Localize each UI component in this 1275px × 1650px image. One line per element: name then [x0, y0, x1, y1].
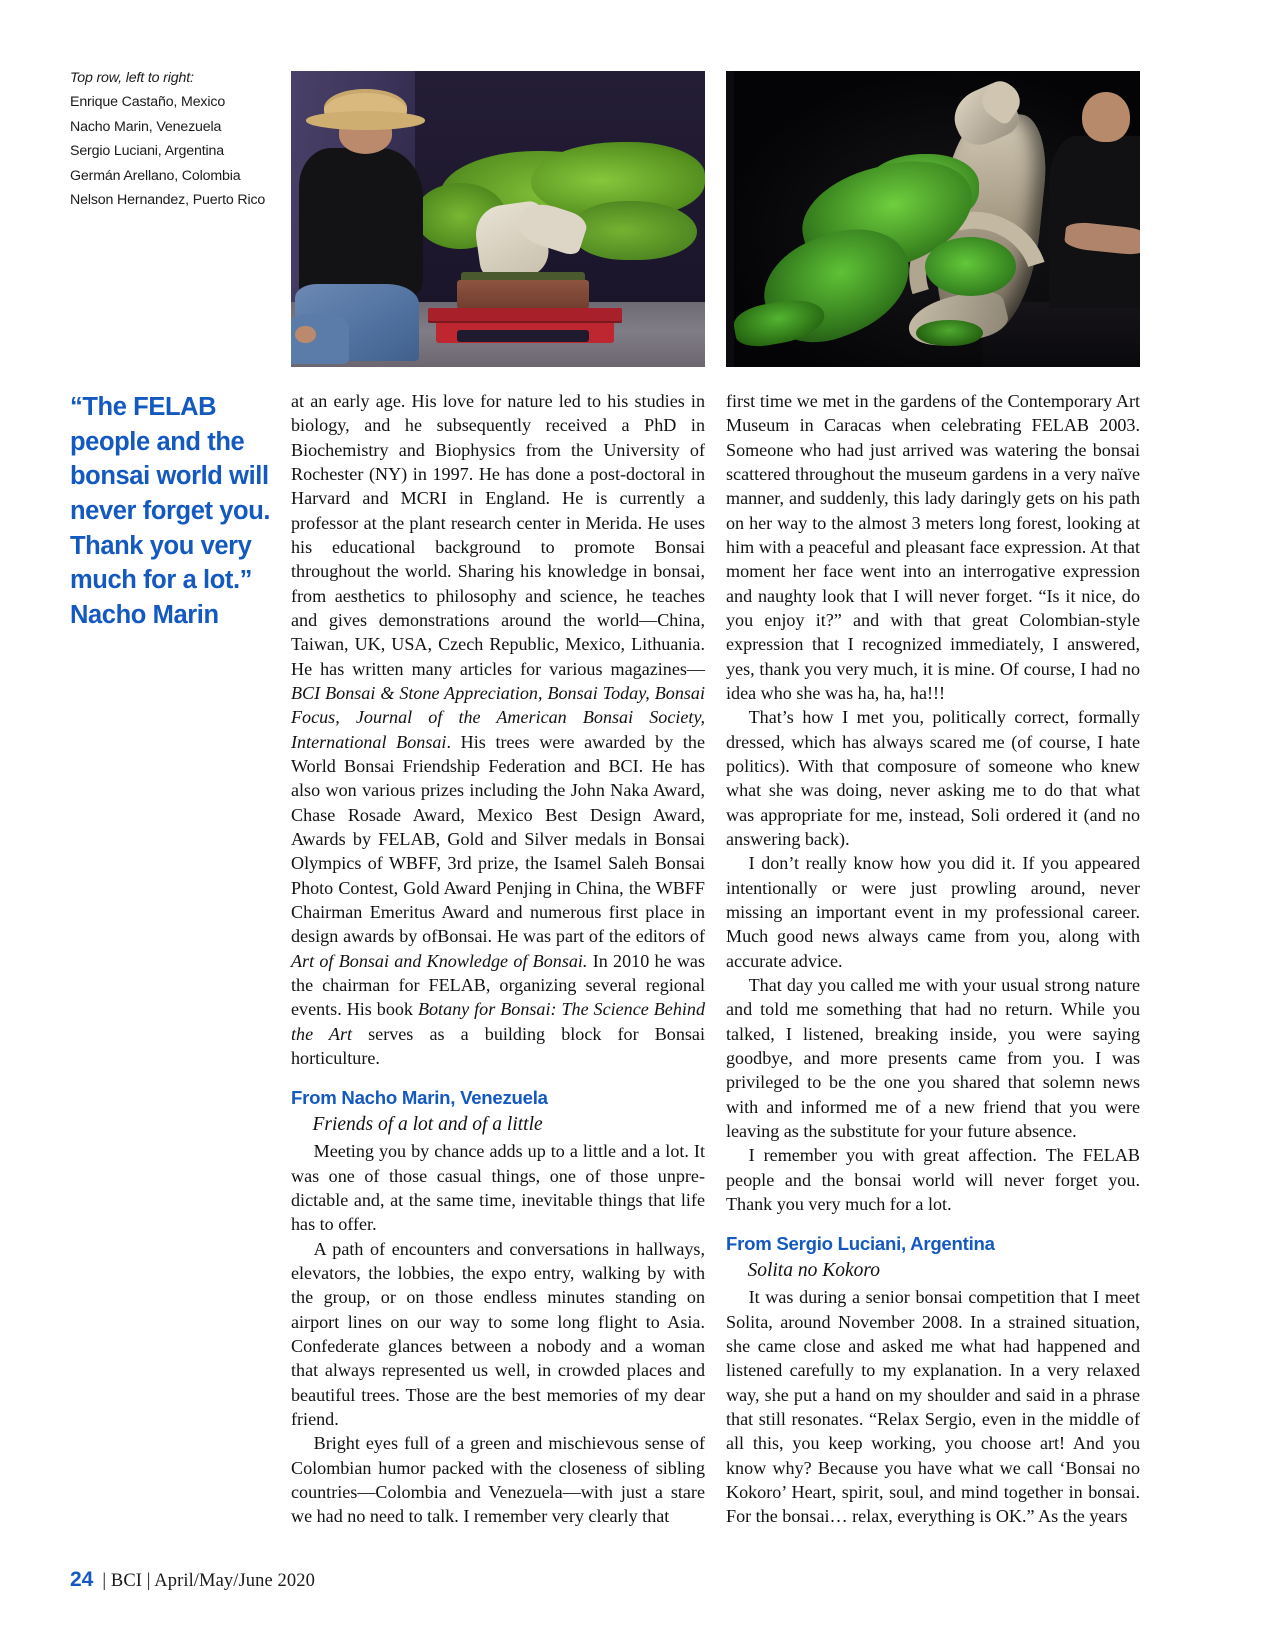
caption-heading: Top row, left to right:	[70, 70, 194, 86]
person-hand	[295, 326, 316, 344]
paragraph: I don’t really know how you did it. If you appeared intentionally or were just prowling around, never missing an important event in my professional career. Much good news always came from you, along with accurate advice.	[726, 853, 1140, 971]
pull-quote	[70, 390, 275, 633]
sub-heading-solita: Solita no Kokoro	[747, 1260, 880, 1282]
section-heading-sergio-luciani: From Sergio Luciani, Argentina	[726, 1233, 995, 1255]
paragraph: A path of encounters and conversations in hallways, elevators, the lobbies, the expo entry, walking by with the group, or on those endless minutes standing on airport lines on our way to some long flight to Asia. Confederate glances between a nobody and a woman that always represented us well, in crowded places and beautiful trees. Those are the best memories of my dear friend.	[291, 1238, 705, 1430]
paragraph: Bright eyes full of a green and mischievous sense of Colombian humor packed with the closeness of sibling countries—Colombia and Venezuela—with just a stare we had no need to talk. I remember very clearly that	[291, 1433, 705, 1527]
pull-quote-attribution: Nacho Marin	[70, 601, 219, 630]
paragraph-text: In 2010 he was the chairman for FELAB, organizing several regional events. His book	[291, 950, 705, 1020]
page-number: 24	[70, 1568, 94, 1591]
magazine-titles: BCI Bonsai & Stone Appreciation, Bonsai Today, Bonsai Focus, Journal of the American Bonsai Society, International Bonsai	[291, 682, 705, 752]
paragraph-text: His trees were awarded by the World Bonsai Friendship Federation and BCI. He has also won various prizes including the John Naka Award, Chase Rosade Award, Mexico Best Design Award, Awards by FELAB, Gold and Silver medals in Bonsai Olympics of WBFF, 3rd prize, the Isamel Saleh Bonsai Photo Contest, Gold Award Penjing in China, the WBFF Chairman Emeritus Award and numerous first place in design awards by ofBonsai. He was part of the editors of	[291, 731, 705, 947]
bonsai-pot	[457, 280, 589, 311]
bonsai-foliage	[925, 237, 1016, 296]
paragraph: I remember you with great affection. The FELAB people and the bonsai world will never forget you. Thank you very much for a lot.	[726, 1145, 1140, 1214]
paragraph: It was during a senior bonsai competition that I meet Solita, around November 2008. In a strained situation, she came close and asked me what had happened and listened carefully to my explanation. In a very relaxed way, she put a hand on my shoulder and said in a phrase that still resonates. “Relax Sergio, even in the middle of all this, you keep working, you choose art! And you know why? Because you have what we call ‘Bonsai no Kokoro’ Heart, spirit, soul, and mind together in bonsai. For the bonsai… relax, everything is OK.” As the years	[726, 1287, 1140, 1527]
paragraph: That’s how I met you, politically correct, formally dressed, which has always scared me (of course, I hate politics). With that composure of someone who knew what she was doing, never asking me to do that what was appropriate for me, instead, Soli ordered it (and no answering back).	[726, 707, 1140, 849]
photo-enrique-castano	[291, 71, 705, 367]
photo-edge	[726, 71, 734, 367]
book-title: Art of Bonsai and Knowledge of Bonsai.	[291, 950, 588, 971]
pull-quote-text: “The FELAB people and the bonsai world will never forget you. Thank you very much for a lot.”	[70, 393, 271, 595]
page-footer	[70, 1568, 315, 1592]
paragraph: at an early age. His love for nature led to his studies in biology, and he subsequently received a PhD in Biochemistry and Biophysics from the University of Rochester (NY) in 1997. He has done a post-doctoral in Harvard and MCRI in England. He is currently a professor at the plant research center in Merida. He uses his educational background to promote Bonsai throughout the world. Sharing his knowledge in bonsai, from aesthetics to philosophy and science, he teaches and gives demonstrations around the world—China, Taiwan, UK, USA, Czech Republic, Mexico, Lithuania. He has written many articles for various magazines—BCI Bonsai & Stone Appreciation, Bonsai Today, Bonsai Focus, Journal of the American Bonsai Society, International Bonsai. His trees were awarded by the World Bonsai Friendship Federation and BCI. He has also won various prizes including the John Naka Award, Chase Rosade Award, Mexico Best Design Award, Awards by FELAB, Gold and Silver medals in Bonsai Olympics of WBFF, 3rd prize, the Isamel Saleh Bonsai Photo Contest, Gold Award Penjing in China, the WBFF Chairman Emeritus Award and numerous first place in design awards by ofBonsai. He was part of the editors of Art of Bonsai and Knowledge of Bonsai. In 2010 he was the chairman for FELAB, organizing several regional events. His book Botany for Bonsai: The Science Behind the Art serves as a building block for Bonsai horticulture.	[291, 391, 706, 1068]
person-torso	[299, 148, 423, 296]
paragraph-text: at an early age. His love for nature led to his studies in biology, and he subsequently received a PhD in Biochemistry and Biophysics from the University of Rochester (NY) in 1997. He has done a post-doctoral in Harvard and MCRI in England. He is currently a professor at the plant research center in Merida. He uses his educational background to promote Bonsai throughout the world. Sharing his knowledge in bonsai, from aesthetics to philosophy and science, he teaches and gives demonstrations around the world—China, Taiwan, UK, USA, Czech Republic, Mexico, Lithuania. He has written many articles for various magazines—	[291, 391, 705, 679]
caption-line: Nacho Marin, Venezuela	[70, 118, 222, 135]
straw-hat	[324, 89, 407, 127]
book-title: Botany for Bonsai: The Science Behind the Art	[291, 999, 706, 1044]
body-column-middle	[291, 389, 705, 1529]
display-stand-cutout	[457, 330, 589, 342]
bonsai-foliage	[916, 320, 982, 347]
sub-heading-friends: Friends of a lot and of a little	[312, 1114, 543, 1136]
caption-line: Germán Arellano, Colombia	[70, 167, 241, 184]
person-head	[1082, 92, 1130, 142]
bonsai-foliage	[573, 201, 697, 260]
paragraph: That day you called me with your usual strong nature and told me something that had no return. While you talked, I listened, breaking inside, you were saying goodbye, and more presents came from you. I was privileged to be the one you shared that solemn news with and informed me of a new friend that you were leaving as the substitute for your future absence.	[726, 974, 1140, 1141]
caption-line: Sergio Luciani, Argentina	[70, 143, 224, 160]
photo-nacho-marin	[726, 71, 1140, 367]
body-column-right	[726, 389, 1140, 1529]
paragraph-text: serves as a building block for Bonsai horticulture.	[291, 1023, 705, 1068]
paragraph: Meeting you by chance adds up to a little and a lot. It was one of those casual things, one of those unpre-dictable and, at the same time, inevitable things that life has to offer.	[291, 1141, 705, 1235]
section-heading-nacho-marin: From Nacho Marin, Venezuela	[291, 1087, 548, 1109]
caption-line: Enrique Castaño, Mexico	[70, 94, 226, 111]
person-torso	[1049, 136, 1140, 308]
paragraph: first time we met in the gardens of the Contemporary Art Museum in Caracas when celebrating FELAB 2003. Someone who had just arrived was watering the bonsai scattered throughout the museum gardens in a very naïve manner, and suddenly, this lady daringly gets on his path on her way to the almost 3 meters long forest, looking at him with a peaceful and pleasant face expression. At that moment her face went into an interrogative expression and naughty look that I will never forget. “Is it nice, do you enjoy it?” and with that great Colombian-style expression that I recognized immediately, I answered, yes, thank you very much, it is mine. Of course, I had no idea who she was ha, ha, ha!!!	[726, 391, 1140, 703]
display-stand	[428, 308, 623, 321]
photo-caption-block	[70, 66, 270, 213]
caption-line: Nelson Hernandez, Puerto Rico	[70, 192, 266, 209]
footer-meta: | BCI | April/May/June 2020	[102, 1571, 315, 1591]
